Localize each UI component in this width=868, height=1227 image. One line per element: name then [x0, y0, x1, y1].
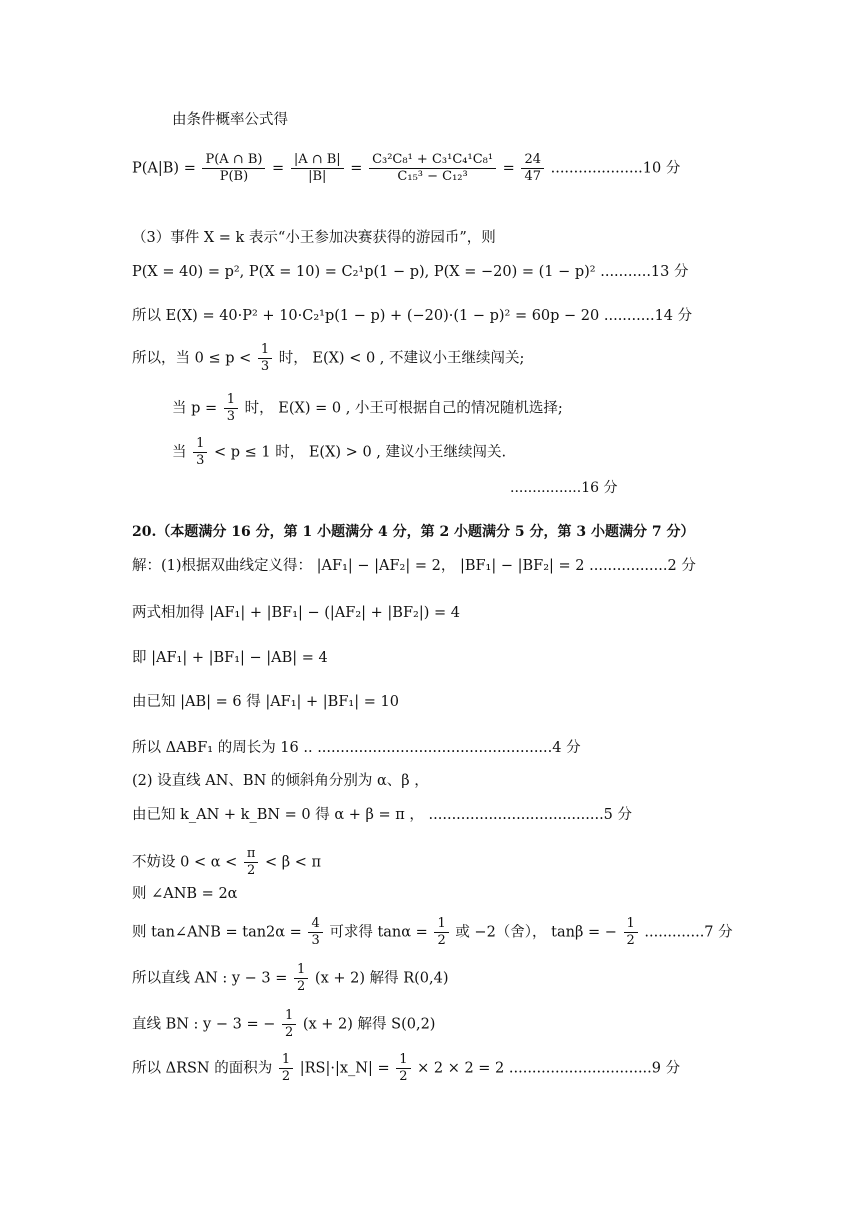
text-line	[132, 805, 632, 825]
text-line	[132, 1008, 435, 1041]
text-segment: 则 tan∠ANB = tan2α =	[132, 924, 302, 941]
fraction: $\frac{1}{2}$	[279, 1052, 293, 1085]
equation: P(X = 40) = p², P(X = 10) = C₂¹p(1 − p), P(X = −20) = (1 − p)²	[132, 264, 596, 280]
text-line	[132, 916, 733, 949]
score-label: ...........14 分	[603, 308, 693, 324]
text-line	[132, 556, 696, 576]
text-line: 则 ∠ANB = 2α	[132, 886, 238, 902]
score-label: .................2 分	[589, 558, 696, 574]
text-segment: 所以，当 0 ≤ p <	[132, 350, 252, 367]
text-line: 两式相加得 |AF₁| + |BF₁| − (|AF₂| + |BF₂|) = 4	[132, 605, 460, 621]
score-label: ....................10 分	[550, 160, 681, 177]
fraction: $\frac{1}{3}$	[224, 392, 238, 425]
text-segment: 不妨设 0 < α <	[132, 854, 238, 871]
fraction: $\frac{1}{2}$	[396, 1052, 410, 1085]
fraction: $\frac{P(A \cap B)}{P(B)}$	[202, 152, 265, 185]
text-segment: 时， E(X) = 0 , 小王可根据自己的情况随机选择;	[244, 400, 563, 417]
fraction: $\frac{\text{C₃²C₈¹ + C₃¹C₄¹C₈¹}}{\text{C₁₅³ − C₁₂³}}$	[369, 152, 496, 185]
fraction: $\frac{1}{3}$	[258, 342, 272, 375]
text-segment: 所以 ΔRSN 的面积为	[132, 1060, 273, 1077]
text-line: (2) 设直线 AN、BN 的倾斜角分别为 α、β ，	[132, 773, 429, 789]
fraction: $\frac{|A \cap B|}{|B|}$	[291, 152, 344, 185]
text-line: （3）事件 X = k 表示“小王参加决赛获得的游园币”，则	[132, 230, 496, 246]
text-line: 即 |AF₁| + |BF₁| − |AB| = 4	[132, 650, 328, 666]
score-label: ......................................5 分	[428, 807, 633, 823]
fraction: $\frac{4}{3}$	[308, 916, 322, 949]
text-segment: < p ≤ 1 时， E(X) > 0 , 建议小王继续闯关.	[214, 444, 507, 461]
score-label: ................16 分	[510, 480, 618, 496]
text-line	[132, 1052, 680, 1085]
text-line: 由条件概率公式得	[172, 112, 288, 128]
text-segment: 所以直线 AN : y − 3 =	[132, 970, 288, 987]
text-segment: 所以 ΔABF₁ 的周长为 16 ..	[132, 740, 313, 756]
text-segment: < β < π	[265, 854, 322, 871]
text-line: 由已知 |AB| = 6 得 |AF₁| + |BF₁| = 10	[132, 694, 399, 710]
text-segment: |RS|·|x_N| =	[299, 1060, 390, 1077]
text-segment: 或 −2（舍）， tanβ = −	[455, 924, 617, 941]
text-segment: 直线 BN : y − 3 = −	[132, 1016, 276, 1033]
text-line	[132, 306, 692, 326]
text-line	[172, 392, 563, 425]
fraction: $\frac{1}{2}$	[294, 962, 308, 995]
score-label: .............7 分	[644, 924, 733, 941]
text-line	[132, 738, 581, 758]
equation: 所以 E(X) = 40·P² + 10·C₂¹p(1 − p) + (−20)·(1 − p)² = 60p − 20	[132, 308, 600, 324]
score-label: ...............................9 分	[508, 1060, 681, 1077]
text-segment: 时， E(X) < 0 , 不建议小王继续闯关;	[278, 350, 525, 367]
score-label: ...................................................4 分	[317, 740, 581, 756]
fraction: $\frac{\pi}{2}$	[244, 846, 259, 879]
text-segment: (x + 2) 解得 S(0,2)	[302, 1016, 436, 1033]
text-line	[172, 436, 506, 469]
fraction: $\frac{1}{3}$	[193, 436, 207, 469]
text-segment: 当 p =	[172, 400, 218, 417]
formula-lhs: P(A|B) =	[132, 160, 196, 177]
text-line	[132, 262, 689, 282]
fraction: $\frac{1}{2}$	[624, 916, 638, 949]
text-line	[132, 962, 449, 995]
fraction: $\frac{1}{2}$	[282, 1008, 296, 1041]
text-line	[132, 846, 321, 879]
question-heading: 20.（本题满分 16 分，第 1 小题满分 4 分，第 2 小题满分 5 分，第 3 小题满分 7 分）	[132, 524, 695, 540]
fraction: $\frac{1}{2}$	[434, 916, 448, 949]
fraction: $\frac{24}{47}$	[521, 152, 544, 185]
conditional-probability-formula: P(A|B) = $\frac{P(A \cap B)}{P(B)}$ = $\frac{|A \cap B|}{|B|}$ = $\frac{\text{C₃²C₈¹ + C₃¹C₄¹C₈¹}}{\text{C₁₅³ − C₁₂³}}$ = $\frac{24}{47}$ ....................10 分	[132, 152, 681, 184]
text-segment: 由已知 k_AN + k_BN = 0 得 α + β = π ，	[132, 807, 424, 823]
text-segment: 当	[172, 444, 187, 461]
text-segment: (x + 2) 解得 R(0,4)	[314, 970, 449, 987]
score-label: ...........13 分	[600, 264, 689, 280]
text-segment: 可求得 tanα =	[329, 924, 428, 941]
text-segment: × 2 × 2 = 2	[417, 1060, 505, 1077]
equation: 解：(1)根据双曲线定义得： |AF₁| − |AF₂| = 2， |BF₁| − |BF₂| = 2	[132, 558, 585, 574]
text-line	[132, 342, 524, 375]
